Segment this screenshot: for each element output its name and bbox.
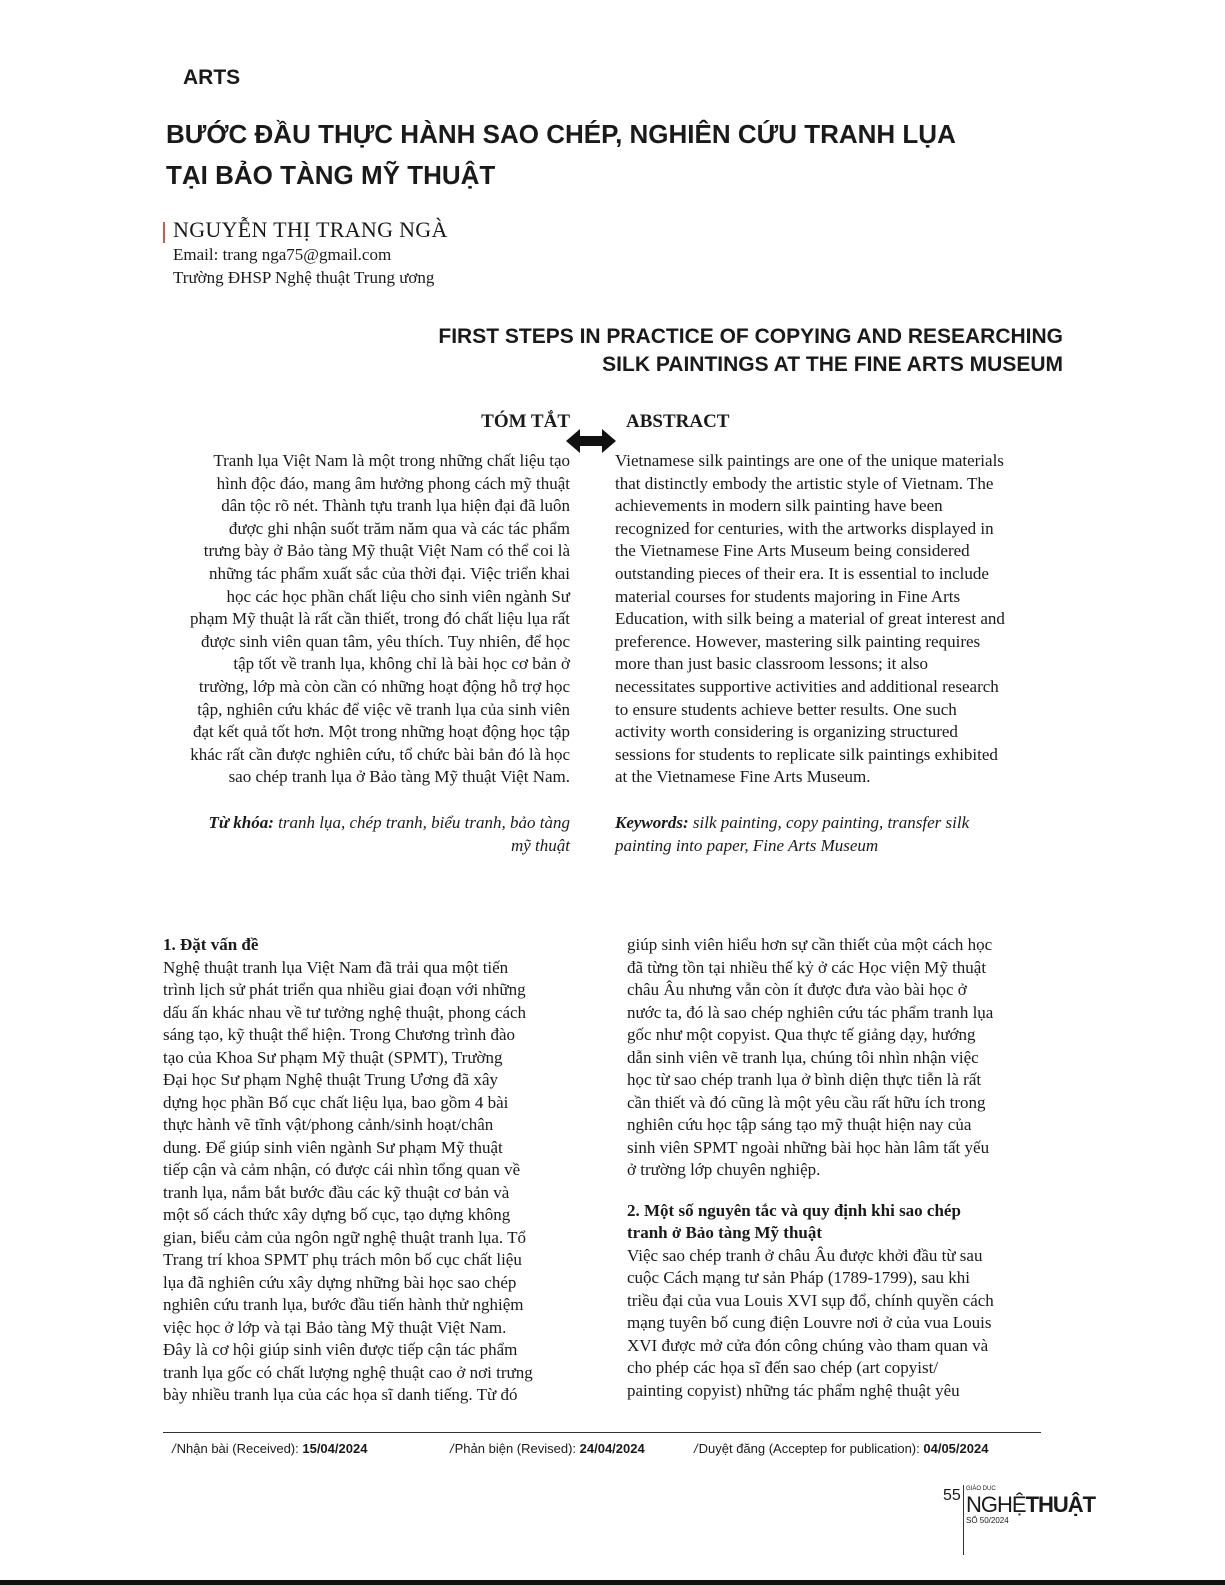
abstract-body (615, 450, 1095, 789)
footer-divider (163, 1432, 1041, 1433)
journal-logo (966, 1486, 1095, 1525)
body-line: Đây là cơ hội giúp sinh viên được tiếp cận tác phẩm (163, 1340, 518, 1359)
title-vi-line: BƯỚC ĐẦU THỰC HÀNH SAO CHÉP, NGHIÊN CỨU TRANH LỤA (166, 119, 956, 149)
body-line: cần thiết và đó cũng là một yêu cầu rất hữu ích trong (627, 1092, 986, 1112)
tomtat-line: trưng bày ở Bảo tàng Mỹ thuật Việt Nam có thể coi là (203, 541, 570, 561)
journal-issue: SỐ 50/2024 (966, 1516, 1009, 1525)
body-line: dấu ấn khác nhau về tư tưởng nghệ thuật, phong cách (163, 1002, 527, 1022)
tomtat-body (108, 450, 570, 789)
abstract-line: at the Vietnamese Fine Arts Museum. (615, 767, 871, 787)
body-line: dẫn sinh viên vẽ tranh lụa, chúng tôi nhìn nhận việc (627, 1047, 979, 1067)
body-line: gốc như một copyist. Qua thực tế giảng dạy, hướng (627, 1025, 976, 1044)
double-arrow-icon (566, 427, 616, 455)
journal-logo-small-text: GIÁO DỤC (966, 1486, 996, 1492)
section-tag: ARTS (183, 66, 241, 89)
keywords-en (615, 812, 1095, 857)
received-info: /Nhận bài (Received): 15/04/2024 (172, 1441, 368, 1456)
keywords-en-text: silk painting, copy painting, transfer silk (688, 813, 970, 832)
abstract-line: achievements in modern silk painting have been (615, 496, 943, 516)
tomtat-line: đạt kết quả tốt hơn. Một trong những hoạt động học tập (192, 722, 570, 742)
body-line: Đại học Sư phạm Nghệ thuật Trung Ương đã xây (163, 1070, 499, 1089)
tomtat-line: phạm Mỹ thuật là rất cần thiết, trong đó chất liệu lụa rất (189, 609, 570, 629)
tomtat-line: tập tốt về tranh lụa, không chỉ là bài học cơ bản ở (233, 654, 570, 674)
received-date: 15/04/2024 (302, 1441, 368, 1456)
body-line: XVI được mở cửa đón công chúng vào tham quan và (627, 1335, 989, 1355)
page-number: 55 (943, 1487, 961, 1504)
body-line: painting copyist) những tác phẩm nghệ thuật yêu (627, 1380, 960, 1400)
revised-label: Phản biện (Revised): (454, 1441, 580, 1456)
revised-date: 24/04/2024 (579, 1441, 645, 1456)
page-bottom-bar (0, 1580, 1225, 1585)
body-column-left (163, 934, 588, 1407)
tomtat-line: khác rất cần được nghiên cứu, tổ chức bài bản đó là học (190, 744, 570, 764)
paragraph-gap (627, 1182, 1052, 1200)
body-line: học từ sao chép tranh lụa ở bình diện thực tiễn là rất (627, 1070, 982, 1089)
body-line: triều đại của vua Louis XVI sụp đổ, chính quyền cách (627, 1290, 994, 1310)
tomtat-line: dân tộc rõ nét. Thành tựu tranh lụa hiện đại đã luôn (221, 496, 570, 516)
body-line: bày nhiều tranh lụa của các họa sĩ danh tiếng. Từ đó (163, 1385, 518, 1404)
author-block (163, 217, 448, 289)
tomtat-line: tập, nghiên cứu khác để việc vẽ tranh lụa của sinh viên (197, 699, 570, 719)
body-line: ở trường lớp chuyên nghiệp. (627, 1160, 821, 1179)
article-title-en (263, 323, 1063, 379)
body-line: mạng tuyên bố cung điện Louvre nơi ở của vua Louis (627, 1313, 992, 1332)
tomtat-line: sao chép tranh lụa ở Bảo tàng Mỹ thuật Việt Nam. (228, 767, 570, 787)
body-line: việc học ở lớp và tại Bảo tàng Mỹ thuật Việt Nam. (163, 1317, 507, 1337)
keywords-vi-label: Từ khóa: (208, 813, 274, 832)
tomtat-line: học các học phần chất liệu cho sinh viên ngành Sư (226, 586, 570, 606)
body-line: đã từng tồn tại nhiều thế kỷ ở các Học viện Mỹ thuật (627, 957, 987, 977)
abstract-line: sessions for students to replicate silk paintings exhibited (615, 744, 998, 764)
body-line: thực hành vẽ tĩnh vật/phong cảnh/sinh hoạt/chân (163, 1115, 494, 1134)
abstract-line: Education, with silk being a material of great interest and (615, 609, 1005, 629)
body-line: tranh lụa gốc có chất lượng nghệ thuật cao ở nơi trưng (163, 1362, 533, 1382)
abstract-line: to ensure students achieve better results. One such (615, 699, 957, 719)
section-heading: 1. Đặt vấn đề (163, 935, 259, 954)
accepted-info: /Duyệt đăng (Acceptep for publication): 04/05/2024 (694, 1441, 989, 1456)
body-line: Trang trí khoa SPMT phụ trách môn bố cục chất liệu (163, 1250, 522, 1269)
tomtat-line: được ghi nhận suốt trăm năm qua và các tác phẩm (228, 518, 570, 538)
keywords-vi-text: tranh lụa, chép tranh, biểu tranh, bảo tàng (273, 813, 570, 832)
keywords-en-label: Keywords: (615, 813, 689, 832)
author-email: Email: trang nga75@gmail.com (173, 245, 392, 264)
author-affiliation: Trường ĐHSP Nghệ thuật Trung ương (173, 268, 435, 287)
section-heading: tranh ở Bảo tàng Mỹ thuật (627, 1223, 823, 1242)
keywords-en-line (615, 812, 1095, 835)
title-en-line: SILK PAINTINGS AT THE FINE ARTS MUSEUM (602, 353, 1063, 376)
body-line: tạo của Khoa Sư phạm Mỹ thuật (SPMT), Trường (163, 1047, 503, 1067)
section-heading: 2. Một số nguyên tắc và quy định khi sao chép (627, 1200, 961, 1220)
revised-info: /Phản biện (Revised): 24/04/2024 (450, 1441, 645, 1456)
author-accent-bar (163, 222, 165, 243)
title-en-line: FIRST STEPS IN PRACTICE OF COPYING AND RESEARCHING (438, 325, 1063, 348)
body-line: nghiên cứu tranh lụa, bước đầu tiến hành thử nghiệm (163, 1295, 524, 1314)
body-line: dung. Để giúp sinh viên ngành Sư phạm Mỹ thuật (163, 1137, 503, 1157)
abstract-line: preference. However, mastering silk painting requires (615, 631, 981, 651)
abstract-line: that distinctly embody the artistic style of Vietnam. The (615, 473, 994, 493)
abstract-heading: ABSTRACT (626, 411, 730, 432)
body-line: cuộc Cách mạng tư sản Pháp (1789-1799), sau khi (627, 1268, 971, 1287)
journal-logo-nghe: NGHỆ (966, 1492, 1026, 1517)
keywords-vi (108, 812, 570, 857)
body-line: châu Âu nhưng vẫn còn ít được đưa vào bài học ở (627, 980, 967, 999)
footer-vertical-rule (963, 1485, 964, 1555)
body-line: Nghệ thuật tranh lụa Việt Nam đã trải qua một tiến (163, 957, 509, 977)
body-line: một số cách thức xây dựng bố cục, tạo dựng không (163, 1205, 511, 1224)
abstract-line: necessitates supportive activities and additional research (615, 676, 999, 696)
body-line: sinh viên SPMT ngoài những bài học hàn lâm tất yếu (627, 1137, 990, 1157)
body-line: nghiên cứu học tập sáng tạo mỹ thuật hiện nay của (627, 1115, 972, 1134)
body-line: lụa đã nghiên cứu xây dựng những bài học sao chép (163, 1272, 517, 1292)
body-line: sáng tạo, kỹ thuật thể hiện. Trong Chương trình đào (163, 1025, 516, 1044)
body-line: Việc sao chép tranh ở châu Âu được khởi đầu từ sau (627, 1245, 983, 1265)
abstract-line: material courses for students majoring in Fine Arts (615, 586, 961, 606)
abstract-line: recognized for centuries, with the artworks displayed in (615, 518, 994, 538)
tomtat-line: hình độc đáo, mang âm hưởng phong cách mỹ thuật (216, 473, 570, 493)
keywords-vi-line (108, 812, 570, 835)
body-line: cho phép các họa sĩ đến sao chép (art copyist/ (627, 1358, 939, 1377)
tomtat-line: những tác phẩm xuất sắc của thời đại. Việc triển khai (208, 563, 570, 583)
title-vi-line: TẠI BẢO TÀNG MỸ THUẬT (166, 160, 496, 190)
abstract-line: outstanding pieces of their era. It is essential to include (615, 563, 989, 583)
journal-logo-thuat: THUẬT (1025, 1492, 1096, 1517)
body-line: dựng học phần Bố cục chất liệu lụa, bao gồm 4 bài (163, 1092, 509, 1112)
body-line: gian, biểu cảm của ngôn ngữ nghệ thuật tranh lụa. Tổ (163, 1227, 526, 1247)
body-line: trình lịch sử phát triển qua nhiều giai đoạn với những (163, 980, 526, 999)
accepted-label: Duyệt đăng (Acceptep for publication): (698, 1441, 924, 1456)
body-line: giúp sinh viên hiểu hơn sự cần thiết của một cách học (627, 935, 993, 954)
keywords-vi-line: mỹ thuật (510, 835, 570, 855)
abstract-line: Vietnamese silk paintings are one of the unique materials (615, 451, 1004, 470)
keywords-en-line: painting into paper, Fine Arts Museum (615, 835, 879, 855)
article-title-vi (166, 114, 1066, 196)
abstract-line: more than just basic classroom lessons; it also (615, 654, 929, 674)
tomtat-line: trường, lớp mà còn cần có những hoạt động hỗ trợ học (198, 676, 570, 696)
author-name: NGUYỄN THỊ TRANG NGÀ (173, 217, 448, 242)
tomtat-line: được sinh viên quan tâm, yêu thích. Tuy nhiên, để học (200, 631, 570, 651)
body-line: nước ta, đó là sao chép nghiên cứu tác phẩm tranh lụa (627, 1002, 994, 1022)
abstract-line: activity worth considering is organizing structured (615, 722, 958, 742)
body-column-right (627, 934, 1052, 1402)
body-line: tranh lụa, nắm bắt bước đầu các kỹ thuật cơ bản và (163, 1182, 510, 1202)
tomtat-line: Tranh lụa Việt Nam là một trong những chất liệu tạo (213, 451, 570, 470)
tomtat-heading: TÓM TẮT (481, 411, 570, 432)
abstract-line: the Vietnamese Fine Arts Museum being considered (615, 541, 970, 561)
body-line: tiếp cận và cảm nhận, có được cái nhìn tổng quan về (163, 1160, 521, 1179)
received-label: Nhận bài (Received): (176, 1441, 303, 1456)
accepted-date: 04/05/2024 (923, 1441, 989, 1456)
